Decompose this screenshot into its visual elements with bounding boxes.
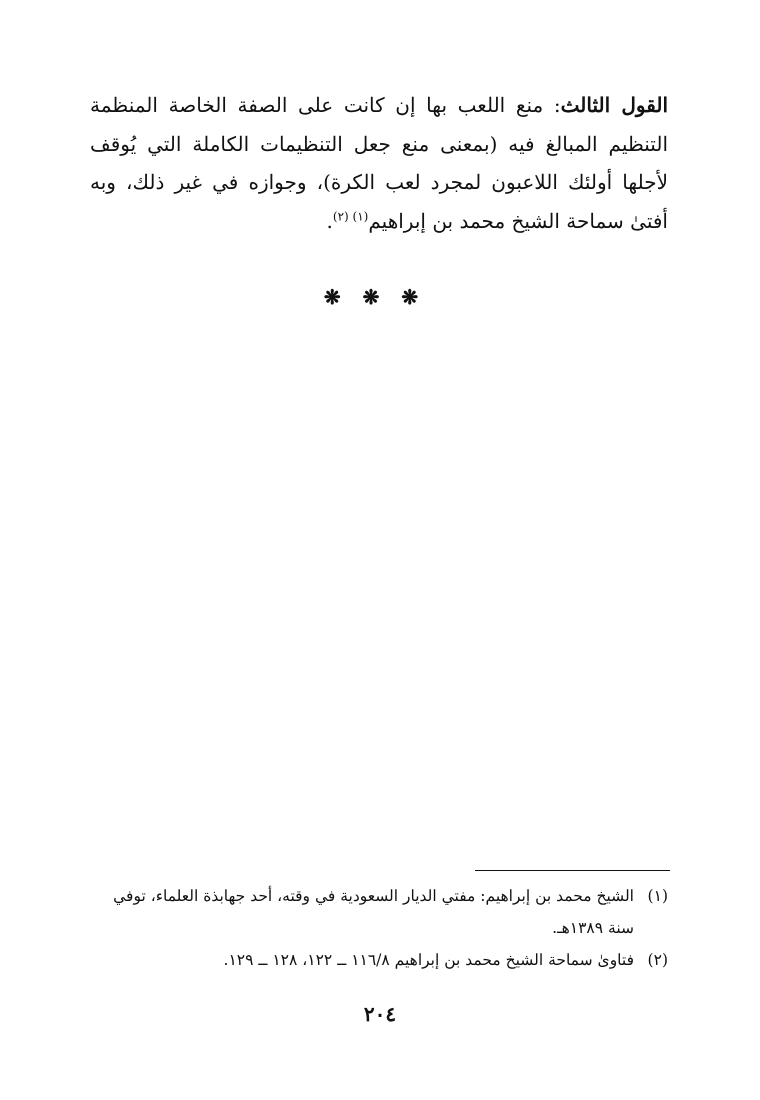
heading-colon: : xyxy=(543,93,561,117)
footnote-1 xyxy=(88,880,668,944)
footnote-number: (١) xyxy=(647,887,668,905)
footnote-text: فتاوىٰ سماحة الشيخ محمد بن إبراهيم ١١٦/٨ ــ ١٢٢، ١٢٨ ــ ١٢٩. xyxy=(223,951,634,969)
section-separator xyxy=(0,285,760,309)
footnote-divider xyxy=(475,870,670,871)
main-paragraph xyxy=(90,86,668,240)
star-ornament-icon: ❋ xyxy=(323,285,359,309)
star-ornament-icon: ❋ xyxy=(401,285,437,309)
footnote-2 xyxy=(88,944,668,976)
paragraph-end: . xyxy=(326,208,333,233)
footnote-number: (٢) xyxy=(647,951,668,969)
page-number: ٢٠٤ xyxy=(363,1002,397,1026)
footnote-refs: (١) (٢) xyxy=(332,208,369,223)
footnote-text: الشيخ محمد بن إبراهيم: مفتي الديار السعودية في وقته، أحد جهابذة العلماء، توفي سنة ١٣٨٩هـ. xyxy=(113,887,634,937)
paragraph-body: منع اللعب بها إن كانت على الصفة الخاصة المنظمة التنظيم المبالغ فيه (بمعنى منع جعل التنظيمات الكاملة التي يُوقف لأجلها أولئك اللاعبون لمجرد لعب الكرة)، وجوازه في غير ذلك، وبه أفتىٰ سماحة الشيخ محمد بن إبراهيم xyxy=(90,93,668,233)
section-heading: القول الثالث xyxy=(560,93,668,117)
footnotes xyxy=(88,880,668,976)
star-ornament-icon: ❋ xyxy=(362,285,398,309)
